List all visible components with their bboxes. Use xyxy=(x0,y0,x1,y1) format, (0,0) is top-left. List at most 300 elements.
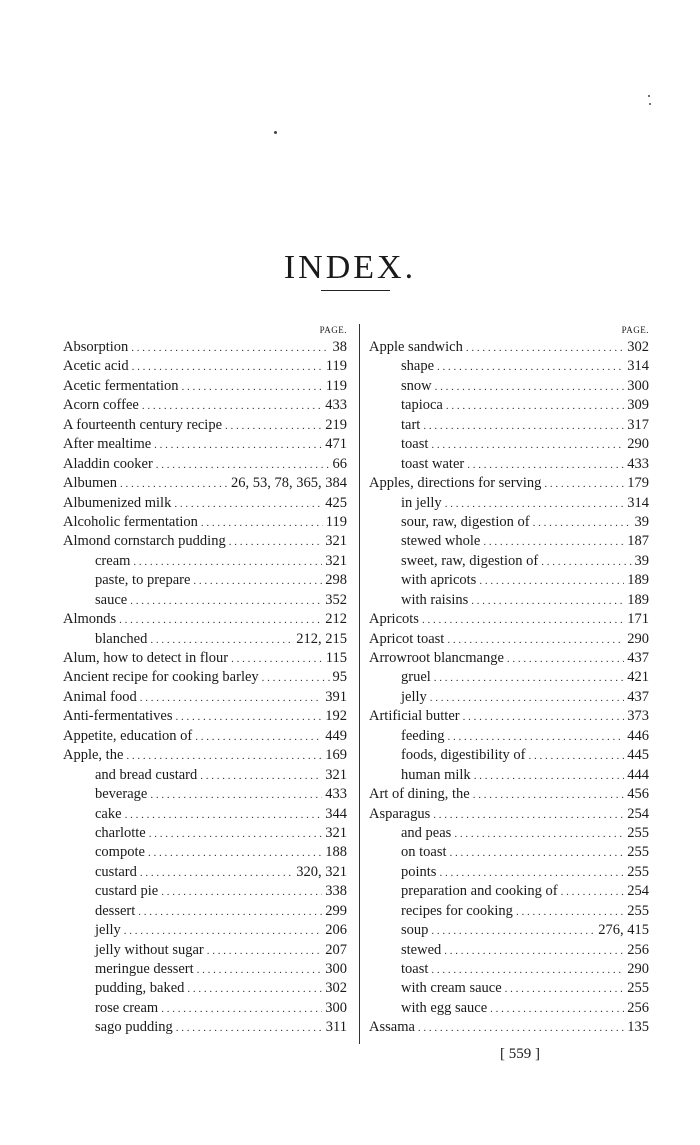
index-subentry xyxy=(369,532,649,551)
index-subentry xyxy=(369,941,649,960)
dot-leader xyxy=(473,786,625,805)
dot-leader xyxy=(120,475,228,494)
entry-text: Aladdin cooker xyxy=(63,455,153,472)
index-entry xyxy=(63,435,347,454)
dot-leader xyxy=(197,961,323,980)
entry-page-number: 344 xyxy=(325,805,347,822)
dot-leader xyxy=(176,708,323,727)
entry-text: sour, raw, digestion of xyxy=(401,513,530,530)
entry-text: points xyxy=(401,863,437,880)
index-subentry xyxy=(369,999,649,1018)
index-subentry xyxy=(369,494,649,513)
index-entry xyxy=(369,610,649,629)
entry-page-number: 433 xyxy=(627,455,649,472)
entry-text: Apricot toast xyxy=(369,630,445,647)
dot-leader xyxy=(140,689,323,708)
entry-text: toast xyxy=(401,436,429,453)
dot-leader xyxy=(507,650,624,669)
index-subentry xyxy=(369,766,649,785)
entry-page-number: 314 xyxy=(627,494,649,511)
index-subentry xyxy=(369,746,649,765)
index-entry xyxy=(63,377,347,396)
page-column-header: PAGE. xyxy=(319,325,347,335)
dot-leader xyxy=(130,592,322,611)
entry-text: toast water xyxy=(401,455,465,472)
entry-page-number: 192 xyxy=(325,708,347,725)
dot-leader xyxy=(176,1019,323,1038)
dot-leader xyxy=(434,669,624,688)
index-subentry xyxy=(369,824,649,843)
entry-text: Anti-fermentatives xyxy=(63,708,173,725)
entry-page-number: 321 xyxy=(325,824,347,841)
dot-leader xyxy=(561,883,625,902)
print-speck xyxy=(649,103,651,105)
entry-text: Assama xyxy=(369,1019,415,1036)
entry-text: jelly xyxy=(95,922,121,939)
dot-leader xyxy=(474,767,625,786)
index-subentry xyxy=(369,435,649,454)
index-subentry xyxy=(63,766,347,785)
entry-page-number: 314 xyxy=(627,358,649,375)
index-entry xyxy=(63,688,347,707)
index-subentry xyxy=(369,357,649,376)
entry-text: stewed whole xyxy=(401,533,481,550)
index-entry xyxy=(63,396,347,415)
dot-leader xyxy=(201,514,323,533)
entry-page-number: 179 xyxy=(627,475,649,492)
page-title: INDEX. xyxy=(283,248,417,286)
index-subentry xyxy=(63,591,347,610)
index-column-right xyxy=(369,322,649,1038)
entry-text: pudding, baked xyxy=(95,980,185,997)
dot-leader xyxy=(225,417,322,436)
dot-leader xyxy=(195,728,322,747)
entry-text: Alcoholic fermentation xyxy=(63,513,198,530)
dot-leader xyxy=(466,339,624,358)
dot-leader xyxy=(182,378,323,397)
entry-page-number: 254 xyxy=(627,883,649,900)
entry-text: Apple sandwich xyxy=(369,339,463,355)
entry-text: tart xyxy=(401,416,421,433)
index-subentry xyxy=(369,843,649,862)
entry-page-number: 300 xyxy=(325,961,347,977)
dot-leader xyxy=(445,495,625,514)
entry-text: sauce xyxy=(95,591,128,608)
dot-leader xyxy=(533,514,632,533)
dot-leader xyxy=(544,475,624,494)
entry-page-number: 39 xyxy=(634,552,649,569)
entry-text: Asparagus xyxy=(369,805,431,822)
dot-leader xyxy=(467,456,624,475)
entry-page-number: 300 xyxy=(627,377,649,394)
entry-page-number: 169 xyxy=(325,747,347,764)
index-subentry xyxy=(63,979,347,998)
dot-leader xyxy=(131,339,329,358)
index-subentry xyxy=(63,571,347,590)
index-subentry xyxy=(63,882,347,901)
entry-page-number: 187 xyxy=(627,533,649,550)
entry-text: cake xyxy=(95,805,122,822)
index-subentry xyxy=(369,416,649,435)
entry-text: recipes for cooking xyxy=(401,902,513,919)
entry-page-number: 444 xyxy=(627,766,649,783)
dot-leader xyxy=(446,397,624,416)
entry-text: Almonds xyxy=(63,611,117,628)
entry-text: and peas xyxy=(401,824,452,841)
entry-page-number: 119 xyxy=(325,513,347,530)
index-entry xyxy=(63,357,347,376)
dot-leader xyxy=(133,553,322,572)
dot-leader xyxy=(126,747,322,766)
entry-page-number: 456 xyxy=(627,786,649,803)
entry-page-number: 255 xyxy=(627,863,649,880)
dot-leader xyxy=(483,533,624,552)
entry-text: beverage xyxy=(95,786,148,803)
dot-leader xyxy=(150,786,322,805)
entry-text: with cream sauce xyxy=(401,980,502,997)
index-entry xyxy=(63,532,347,551)
dot-leader xyxy=(463,708,625,727)
index-entry xyxy=(63,610,347,629)
index-entry xyxy=(63,494,347,513)
entry-page-number: 433 xyxy=(325,786,347,803)
dot-leader xyxy=(229,533,323,552)
dot-leader xyxy=(450,844,625,863)
dot-leader xyxy=(231,650,323,669)
index-subentry xyxy=(369,591,649,610)
entry-text: After mealtime xyxy=(63,436,152,453)
entry-text: human milk xyxy=(401,766,471,783)
entry-page-number: 212, 215 xyxy=(296,630,347,647)
index-subentry xyxy=(63,941,347,960)
left-entry-list xyxy=(63,338,347,1038)
dot-leader xyxy=(471,592,624,611)
entry-page-number: 437 xyxy=(627,650,649,666)
dot-leader xyxy=(431,961,624,980)
dot-leader xyxy=(207,942,323,961)
entry-text: on toast xyxy=(401,844,447,861)
index-subentry xyxy=(369,668,649,687)
entry-page-number: 338 xyxy=(325,883,347,900)
entry-page-number: 256 xyxy=(627,999,649,1016)
dot-leader xyxy=(125,806,323,825)
index-subentry xyxy=(63,999,347,1018)
entry-text: with apricots xyxy=(401,572,477,589)
index-entry xyxy=(369,649,649,668)
page-number: [ 559 ] xyxy=(500,1046,540,1062)
entry-text: jelly xyxy=(401,688,427,705)
index-subentry xyxy=(369,979,649,998)
index-entry xyxy=(369,338,649,357)
entry-page-number: 373 xyxy=(627,708,649,725)
entry-page-number: 300 xyxy=(325,999,347,1016)
index-subentry xyxy=(369,688,649,707)
index-subentry xyxy=(63,921,347,940)
entry-page-number: 276, 415 xyxy=(598,922,649,939)
entry-text: with egg sauce xyxy=(401,999,488,1016)
entry-text: Animal food xyxy=(63,688,137,705)
entry-text: custard xyxy=(95,863,137,880)
entry-page-number: 66 xyxy=(332,455,347,472)
dot-leader xyxy=(454,825,624,844)
print-speck xyxy=(648,95,650,97)
dot-leader xyxy=(124,922,322,941)
entry-text: Albumen xyxy=(63,475,117,492)
entry-text: dessert xyxy=(95,902,136,919)
index-entry xyxy=(63,727,347,746)
index-entry xyxy=(63,513,347,532)
entry-text: blanched xyxy=(95,630,148,647)
index-subentry xyxy=(369,396,649,415)
index-entry xyxy=(63,746,347,765)
entry-page-number: 425 xyxy=(325,494,347,511)
entry-page-number: 311 xyxy=(325,1019,347,1036)
entry-text: rose cream xyxy=(95,999,159,1016)
dot-leader xyxy=(505,980,625,999)
entry-text: preparation and cooking of xyxy=(401,883,558,900)
index-subentry xyxy=(369,921,649,940)
column-divider xyxy=(359,324,360,1044)
entry-text: compote xyxy=(95,844,145,861)
entry-text: shape xyxy=(401,358,435,375)
index-subentry xyxy=(63,785,347,804)
index-entry xyxy=(63,455,347,474)
entry-text: A fourteenth century recipe xyxy=(63,416,223,433)
dot-leader xyxy=(431,922,595,941)
entry-page-number: 26, 53, 78, 365, 384 xyxy=(231,475,347,492)
dot-leader xyxy=(422,611,624,630)
entry-text: soup xyxy=(401,922,429,939)
right-entry-list xyxy=(369,338,649,1038)
entry-text: Acetic fermentation xyxy=(63,377,179,394)
dot-leader xyxy=(423,417,624,436)
index-subentry xyxy=(369,552,649,571)
entry-text: sago pudding xyxy=(95,1019,173,1036)
dot-leader xyxy=(174,495,322,514)
entry-page-number: 255 xyxy=(627,902,649,919)
dot-leader xyxy=(435,378,625,397)
entry-page-number: 135 xyxy=(627,1019,649,1036)
index-entry xyxy=(63,707,347,726)
dot-leader xyxy=(433,806,624,825)
entry-page-number: 171 xyxy=(627,611,649,628)
entry-page-number: 188 xyxy=(325,844,347,861)
index-entry xyxy=(63,668,347,687)
entry-page-number: 290 xyxy=(627,630,649,647)
entry-text: Acetic acid xyxy=(63,358,129,375)
index-column-left xyxy=(63,322,347,1038)
dot-leader xyxy=(447,631,624,650)
entry-text: toast xyxy=(401,961,429,977)
index-subentry xyxy=(369,902,649,921)
entry-text: gruel xyxy=(401,669,431,686)
entry-text: custard pie xyxy=(95,883,159,900)
entry-text: Ancient recipe for cooking barley xyxy=(63,669,259,686)
dot-leader xyxy=(444,942,624,961)
entry-page-number: 219 xyxy=(325,416,347,433)
entry-text: Absorption xyxy=(63,339,129,355)
entry-page-number: 290 xyxy=(627,436,649,453)
entry-text: Alum, how to detect in flour xyxy=(63,650,229,666)
dot-leader xyxy=(148,844,322,863)
dot-leader xyxy=(430,689,624,708)
entry-page-number: 189 xyxy=(627,591,649,608)
entry-page-number: 212 xyxy=(325,611,347,628)
index-entry xyxy=(63,649,347,668)
dot-leader xyxy=(119,611,322,630)
entry-page-number: 352 xyxy=(325,591,347,608)
dot-leader xyxy=(479,572,624,591)
entry-text: in jelly xyxy=(401,494,442,511)
entry-page-number: 119 xyxy=(325,358,347,375)
entry-text: Acorn coffee xyxy=(63,397,139,414)
index-entry xyxy=(369,785,649,804)
index-entry xyxy=(63,416,347,435)
page-column-header: PAGE. xyxy=(621,325,649,335)
index-subentry xyxy=(369,513,649,532)
entry-page-number: 95 xyxy=(332,669,347,686)
entry-text: with raisins xyxy=(401,591,469,608)
entry-text: stewed xyxy=(401,941,442,958)
dot-leader xyxy=(200,767,322,786)
dot-leader xyxy=(161,883,322,902)
entry-page-number: 290 xyxy=(627,961,649,977)
entry-text: Apples, directions for serving xyxy=(369,475,542,492)
entry-page-number: 38 xyxy=(332,339,347,355)
dot-leader xyxy=(439,864,624,883)
entry-page-number: 421 xyxy=(627,669,649,686)
entry-page-number: 298 xyxy=(325,572,347,589)
entry-page-number: 302 xyxy=(325,980,347,997)
index-entry xyxy=(369,474,649,493)
entry-page-number: 320, 321 xyxy=(296,863,347,880)
index-subentry xyxy=(369,882,649,901)
entry-page-number: 449 xyxy=(325,727,347,744)
entry-page-number: 309 xyxy=(627,397,649,414)
dot-leader xyxy=(140,864,293,883)
entry-page-number: 471 xyxy=(325,436,347,453)
dot-leader xyxy=(154,436,322,455)
index-subentry xyxy=(369,727,649,746)
dot-leader xyxy=(161,1000,322,1019)
index-entry xyxy=(63,338,347,357)
dot-leader xyxy=(193,572,322,591)
entry-text: Arrowroot blancmange xyxy=(369,650,504,666)
dot-leader xyxy=(431,436,624,455)
dot-leader xyxy=(156,456,330,475)
dot-leader xyxy=(149,825,323,844)
dot-leader xyxy=(418,1019,624,1038)
entry-page-number: 256 xyxy=(627,941,649,958)
dot-leader xyxy=(528,747,624,766)
dot-leader xyxy=(262,669,330,688)
index-subentry xyxy=(63,630,347,649)
entry-page-number: 446 xyxy=(627,727,649,744)
entry-page-number: 299 xyxy=(325,902,347,919)
index-subentry xyxy=(369,455,649,474)
entry-text: Apricots xyxy=(369,611,419,628)
entry-page-number: 445 xyxy=(627,747,649,764)
index-subentry xyxy=(369,863,649,882)
dot-leader xyxy=(490,1000,624,1019)
dot-leader xyxy=(132,358,323,377)
entry-text: cream xyxy=(95,552,131,569)
index-entry xyxy=(63,474,347,493)
index-subentry xyxy=(63,552,347,571)
index-entry xyxy=(369,707,649,726)
entry-page-number: 317 xyxy=(627,416,649,433)
entry-page-number: 321 xyxy=(325,533,347,550)
index-subentry xyxy=(63,843,347,862)
entry-page-number: 433 xyxy=(325,397,347,414)
entry-page-number: 255 xyxy=(627,824,649,841)
entry-text: tapioca xyxy=(401,397,443,414)
entry-page-number: 119 xyxy=(325,377,347,394)
entry-page-number: 321 xyxy=(325,552,347,569)
entry-page-number: 206 xyxy=(325,922,347,939)
index-entry xyxy=(369,630,649,649)
entry-text: snow xyxy=(401,377,432,394)
index-entry xyxy=(369,805,649,824)
entry-text: meringue dessert xyxy=(95,961,194,977)
index-subentry xyxy=(63,1018,347,1037)
index-subentry xyxy=(369,571,649,590)
entry-text: Appetite, education of xyxy=(63,727,193,744)
entry-page-number: 189 xyxy=(627,572,649,589)
entry-text: foods, digestibility of xyxy=(401,747,526,764)
entry-text: Apple, the xyxy=(63,747,124,764)
entry-page-number: 39 xyxy=(634,513,649,530)
print-speck xyxy=(274,131,277,134)
entry-page-number: 255 xyxy=(627,980,649,997)
entry-text: Artificial butter xyxy=(369,708,460,725)
dot-leader xyxy=(138,903,322,922)
index-entry xyxy=(369,1018,649,1037)
dot-leader xyxy=(150,631,293,650)
index-subentry xyxy=(63,863,347,882)
entry-page-number: 302 xyxy=(627,339,649,355)
entry-page-number: 255 xyxy=(627,844,649,861)
index-subentry xyxy=(369,960,649,979)
index-subentry xyxy=(63,805,347,824)
entry-page-number: 437 xyxy=(627,688,649,705)
dot-leader xyxy=(541,553,631,572)
entry-page-number: 115 xyxy=(325,650,347,666)
index-subentry xyxy=(63,960,347,979)
dot-leader xyxy=(187,980,322,999)
entry-page-number: 207 xyxy=(325,941,347,958)
dot-leader xyxy=(437,358,624,377)
dot-leader xyxy=(142,397,322,416)
index-subentry xyxy=(63,902,347,921)
index-subentry xyxy=(369,377,649,396)
entry-text: jelly without sugar xyxy=(95,941,204,958)
entry-text: Almond cornstarch pudding xyxy=(63,533,226,550)
entry-text: feeding xyxy=(401,727,445,744)
index-subentry xyxy=(63,824,347,843)
entry-text: Albumenized milk xyxy=(63,494,172,511)
title-rule xyxy=(321,290,390,291)
entry-text: sweet, raw, digestion of xyxy=(401,552,539,569)
dot-leader xyxy=(516,903,624,922)
entry-text: paste, to prepare xyxy=(95,572,191,589)
entry-page-number: 254 xyxy=(627,805,649,822)
entry-page-number: 321 xyxy=(325,766,347,783)
entry-page-number: 391 xyxy=(325,688,347,705)
entry-text: Art of dining, the xyxy=(369,786,470,803)
entry-text: charlotte xyxy=(95,824,146,841)
entry-text: and bread custard xyxy=(95,766,198,783)
